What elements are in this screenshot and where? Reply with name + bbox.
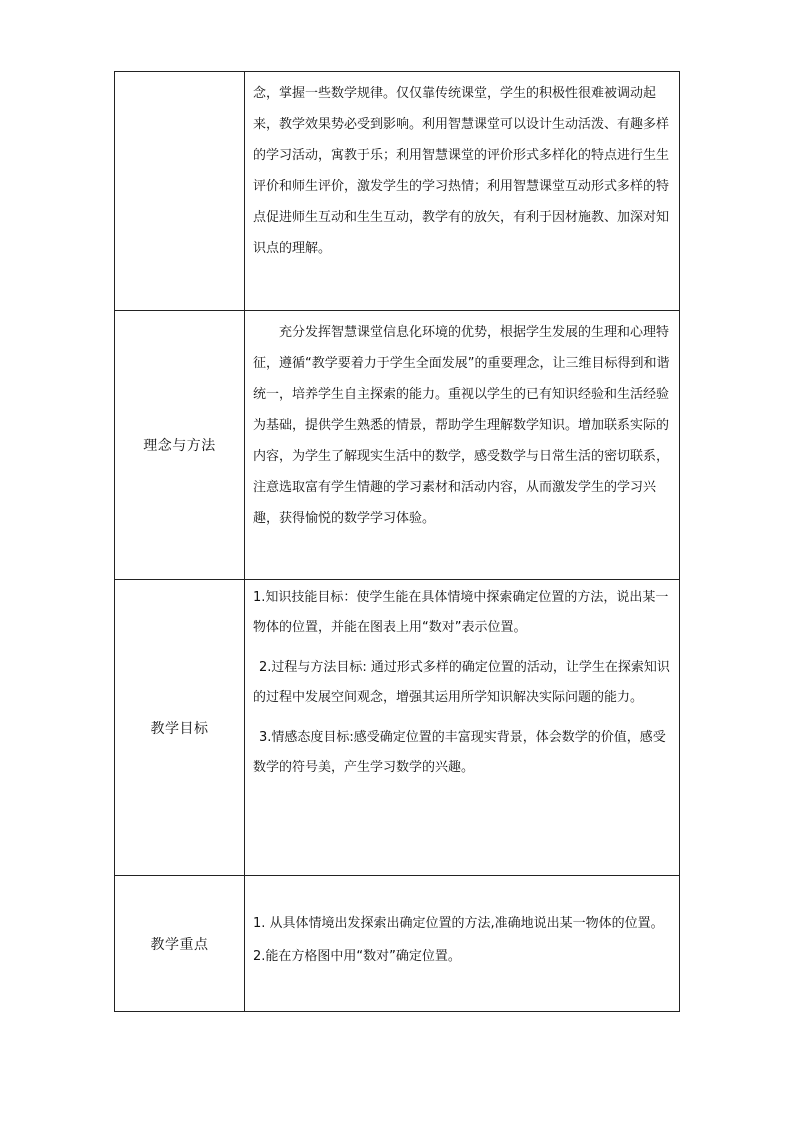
- teaching-objectives-cell: [245, 580, 680, 876]
- objective-item: 3.情感态度目标:感受确定位置的丰富现实背景，体会数学的价值，感受数学的符号美，产生学习数学的兴趣。: [253, 730, 666, 775]
- objective-item: 1.知识技能目标：使学生能在具体情境中探索确定位置的方法，说出某一物体的位置，并能在图表上用“数对”表示位置。: [253, 590, 669, 635]
- row-label: [115, 72, 245, 311]
- table-row: [115, 72, 680, 311]
- paragraph: 充分发挥智慧课堂信息化环境的优势，根据学生发展的生理和心理特征，遵循“教学要着力于学生全面发展”的重要理念，让三维目标得到和谐统一，培养学生自主探索的能力。重视以学生的已有知识经验和生活经验为基础，提供学生熟悉的情景，帮助学生理解数学知识。增加联系实际的内容，为学生了解现实生活中的数学，感受数学与日常生活的密切联系，注意选取富有学生情趣的学习素材和活动内容，从而激发学生的学习兴趣，获得愉悦的数学学习体验。: [253, 325, 670, 526]
- objective-item: 2.过程与方法目标: 通过形式多样的确定位置的活动，让学生在探索知识的过程中发展空间观念，增强其运用所学知识解决实际问题的能力。: [253, 660, 670, 705]
- table-row: [115, 311, 680, 580]
- row-label: 教学重点: [115, 876, 245, 1012]
- paragraph: 念，掌握一些数学规律。仅仅靠传统课堂，学生的积极性很难被调动起来，教学效果势必受到影响。利用智慧课堂可以设计生动活泼、有趣多样的学习活动，寓教于乐；利用智慧课堂的评价形式多样化的特点进行生生评价和师生评价，激发学生的学习热情；利用智慧课堂互动形式多样的特点促进师生互动和生生互动，教学有的放矢，有利于因材施教、加深对知识点的理解。: [253, 86, 670, 256]
- table-row: [115, 580, 680, 876]
- design-rationale-cell: [245, 72, 680, 311]
- key-point-item: 1. 从具体情境出发探索出确定位置的方法,准确地说出某一物体的位置。: [253, 916, 664, 931]
- row-label: 理念与方法: [115, 311, 245, 580]
- key-point-item: 2.能在方格图中用“数对”确定位置。: [253, 949, 461, 964]
- key-points-cell: [245, 876, 680, 1012]
- table-row: [115, 876, 680, 1012]
- lesson-plan-table: [114, 71, 680, 1012]
- philosophy-method-cell: [245, 311, 680, 580]
- row-label: 教学目标: [115, 580, 245, 876]
